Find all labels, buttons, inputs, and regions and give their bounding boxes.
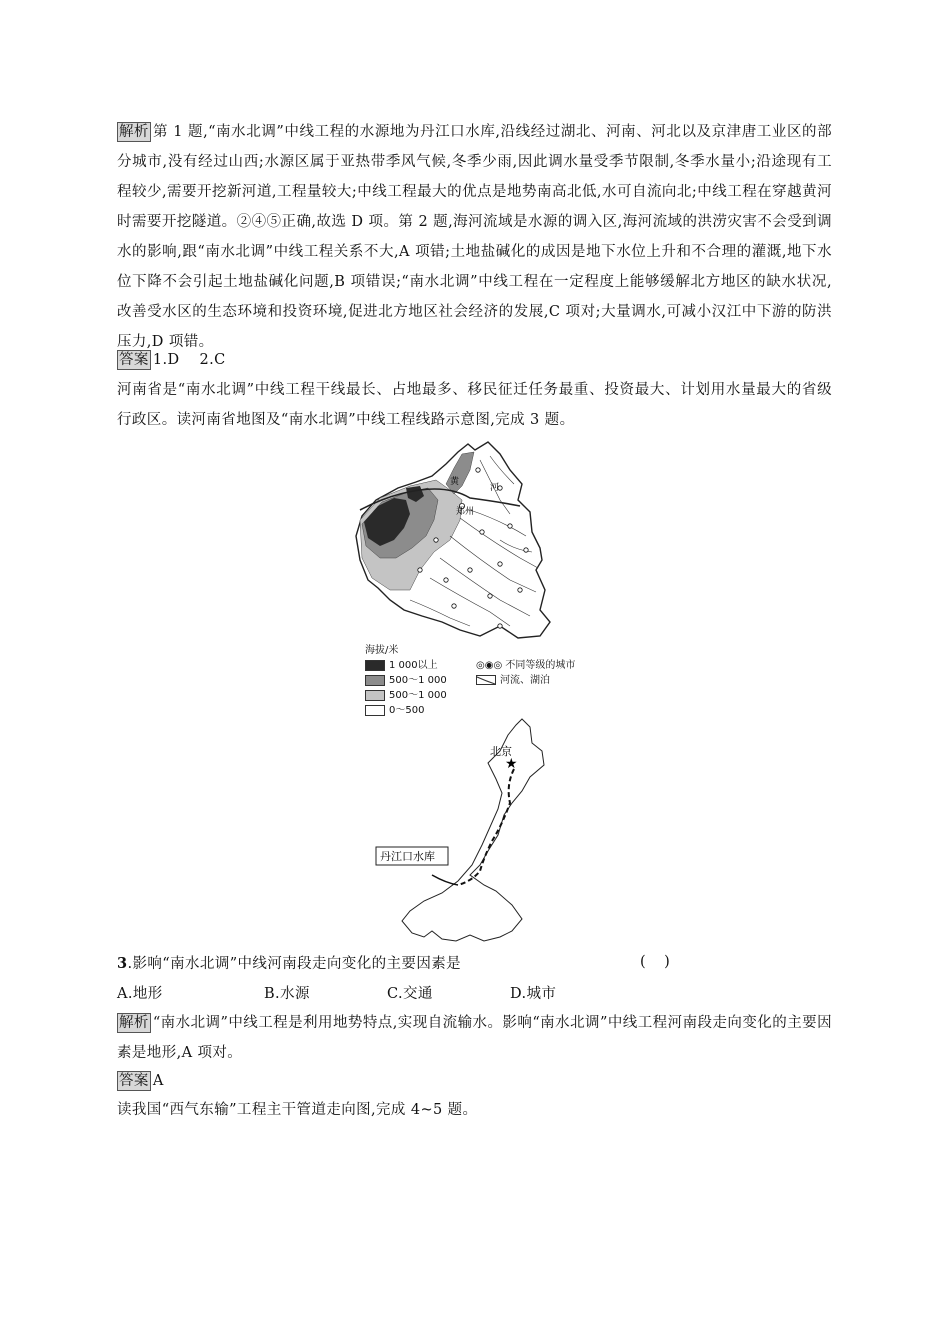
question-3-paren: ( ) [640,954,670,970]
answer-tag-3: 答案 [119,1073,149,1089]
outro-paragraph [117,1095,832,1125]
beijing-star-icon: ★ [505,756,518,772]
city-symbol-icon: ◎◉◎ [476,660,506,671]
intro-paragraph [117,375,832,435]
legend-city [476,658,575,673]
answer-tag: 答案 [119,352,149,368]
legend-label-2: 500～1 000 [389,675,447,686]
question-3 [117,949,832,979]
legend-swatch-4 [365,705,385,716]
answer-text-1: 1.D 2.C [152,352,226,368]
option-b[interactable]: B.水源 [264,986,310,1002]
answer-block-3 [117,1066,832,1096]
answer-block-1 [117,345,832,375]
option-d[interactable]: D.城市 [510,986,557,1002]
analysis-block-1 [117,117,832,357]
elevation-legend [365,643,447,718]
symbol-legend [476,658,575,688]
question-3-stem: .影响“南水北调”中线河南段走向变化的主要因素是 [127,956,462,972]
river-symbol-icon [476,675,496,685]
legend-label-4: 0～500 [389,705,425,716]
yellow-river-label-2: 河 [490,483,500,493]
city-legend-label: 不同等级的城市 [505,660,576,671]
question-3-number: 3 [117,955,128,972]
outro-text: 读我国“西气东输”工程主干管道走向图,完成 4~5 题。 [117,1102,478,1118]
route-region-outline [402,719,544,941]
answer-text-3: A [152,1073,164,1089]
question-3-options [117,979,832,1009]
zhengzhou-label: 郑州 [456,507,475,517]
reservoir-label: 丹江口水库 [380,850,435,863]
analysis-block-3 [117,1008,832,1068]
river-legend-label: 河流、湖泊 [500,675,550,686]
legend-item-1 [365,658,447,673]
analysis-text-1: 第 1 题,“南水北调”中线工程的水源地为丹江口水库,沿线经过湖北、河南、河北以及京津唐工业区的部分城市,没有经过山西;水源区属于亚热带季风气候,冬季少雨,因此调水量受季节限制,冬季水量小;沿途现有工程较少,需要开挖新河道,工程量较大;中线工程最大的优点是地势南高北低,水可自流向北;中线工程在穿越黄河时需要开挖隧道。②④⑤正确,故选 D 项。第 2 题,海河流域是水源的调入区,海河流域的洪涝灾害不会受到调水的影响,跟“南水北调”中线工程关系不大,A 项错;土地盐碱化的成因是地下水位上升和不合理的灌溉,地下水位下降不会引起土地盐碱化问题,B 项错误;“南水北调”中线工程在一定程度上能够缓解北方地区的缺水状况,改善受水区的生态环境和投资环境,促进北方地区社会经济的发展,C 项对;大量调水,可减小汉江中下游的防洪压力,D 项错。 [117,124,832,350]
legend-swatch-2 [365,675,385,686]
intro-text: 河南省是“南水北调”中线工程干线最长、占地最多、移民征迁任务最重、投资最大、计划用水量最大的省级行政区。读河南省地图及“南水北调”中线工程线路示意图,完成 3 题。 [117,382,832,428]
henan-elevation-map [350,440,560,645]
legend-title: 海拔/米 [365,645,399,656]
beijing-label: 北京 [490,745,512,758]
analysis-tag: 解析 [119,124,149,140]
analysis-tag-3: 解析 [119,1015,149,1031]
option-c[interactable]: C.交通 [387,986,433,1002]
option-a[interactable]: A.地形 [117,986,163,1002]
legend-item-3 [365,688,447,703]
legend-label-1: 1 000以上 [389,660,438,671]
yellow-river-label: 黄 [450,477,460,487]
analysis-text-3: “南水北调”中线工程是利用地势特点,实现自流输水。影响“南水北调”中线工程河南段走向变化的主要因素是地形,A 项对。 [117,1015,832,1061]
legend-swatch-1 [365,660,385,671]
legend-swatch-3 [365,690,385,701]
legend-river [476,673,575,688]
route-map [372,715,554,947]
legend-item-2 [365,673,447,688]
legend-label-3: 500～1 000 [389,690,447,701]
reservoir-line [432,875,458,885]
